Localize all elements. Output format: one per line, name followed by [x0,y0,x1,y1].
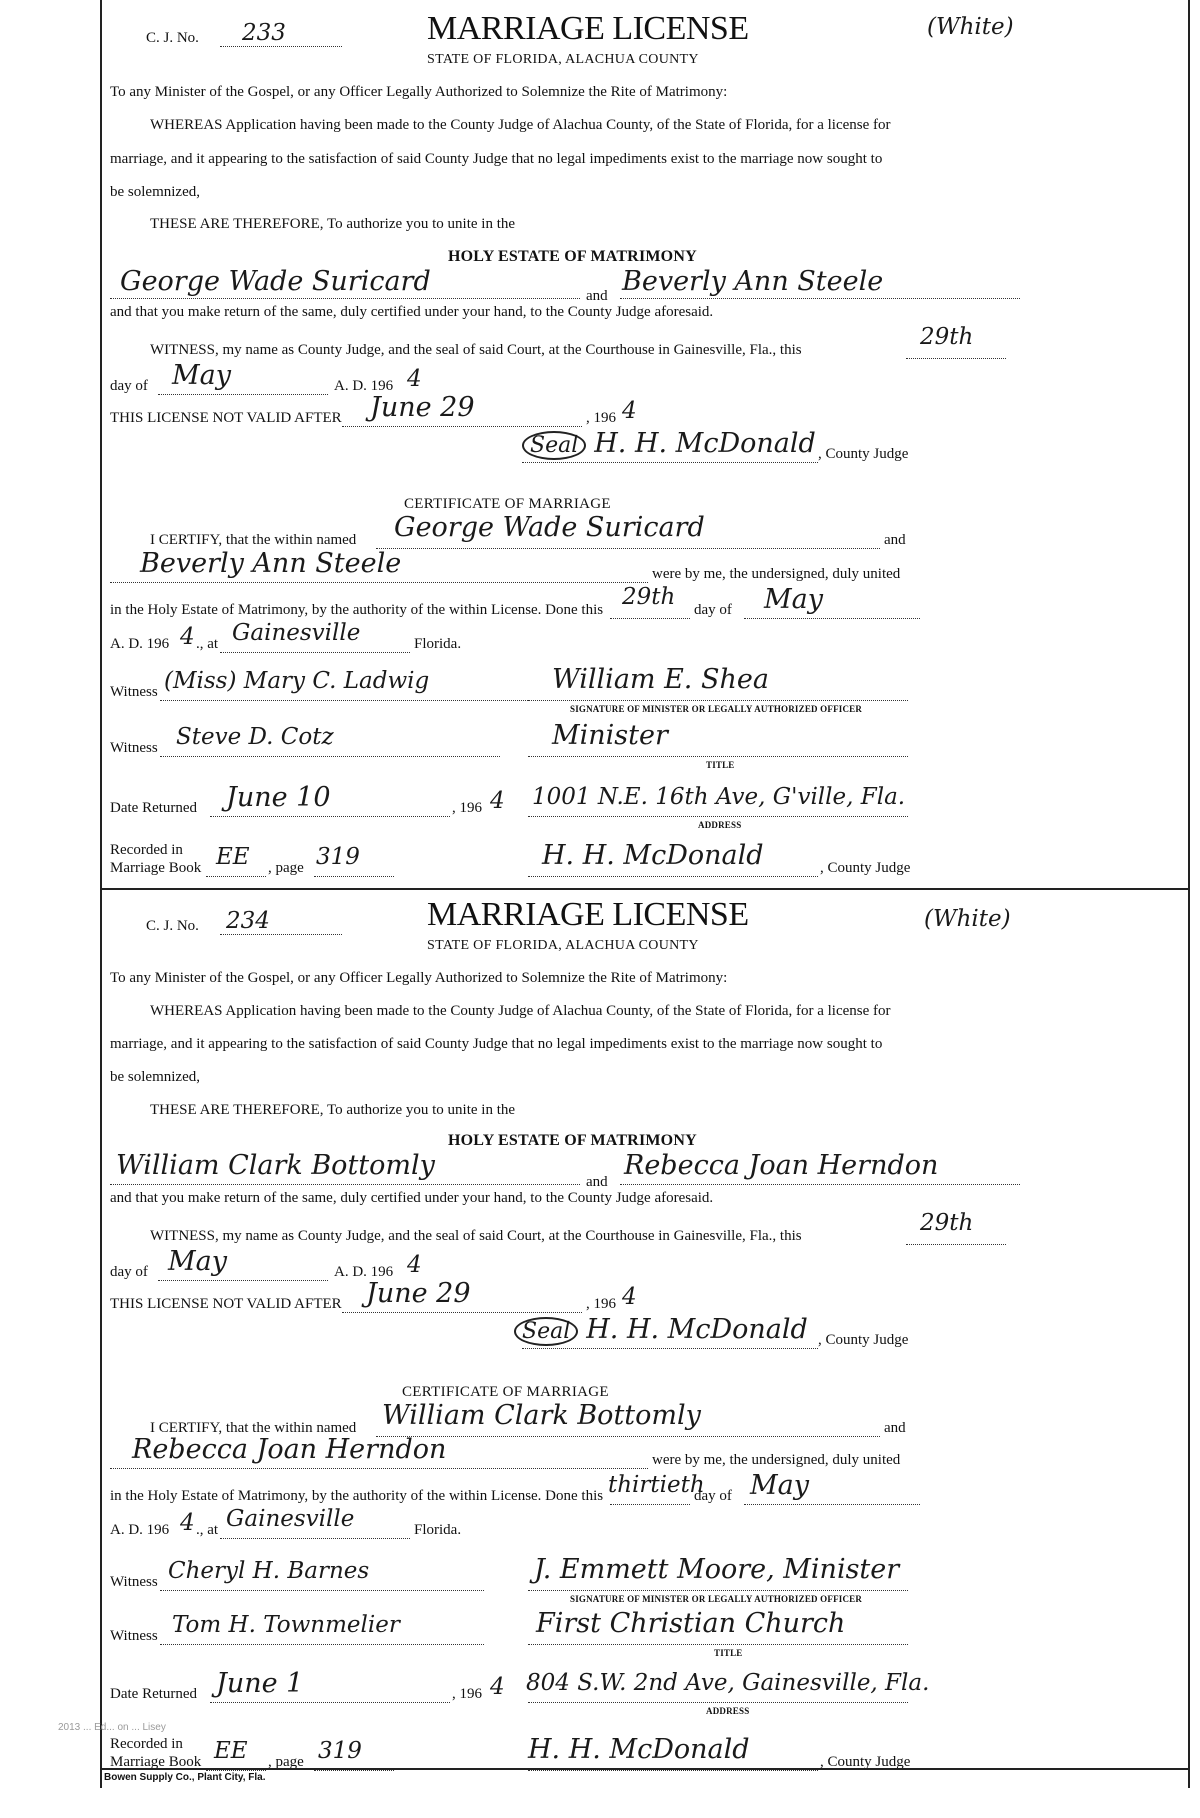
bride-name: Beverly Ann Steele [622,266,884,297]
day-of2-label: day of [694,1488,732,1504]
race-note: (White) [924,906,1011,932]
returned-year: 4 [490,788,505,814]
cert-and-label: and [884,532,906,548]
printer-credit: Bowen Supply Co., Plant City, Fla. [104,1772,266,1783]
license-233 [102,0,1188,890]
watermark: 2013 ... Ed... on ... Lisey [58,1722,166,1733]
ad-at-label: A. D. 196 [110,1522,170,1538]
holy-estate-heading: HOLY ESTATE OF MATRIMONY [448,248,697,265]
groom-name: George Wade Suricard [120,266,431,297]
recorded-county-judge-label: , County Judge [820,860,911,876]
holy-estate-line: in the Holy Estate of Matrimony, by the authority of the within License. Done this [110,602,604,618]
certificate-heading: CERTIFICATE OF MARRIAGE [402,1384,609,1400]
book: EE [214,1738,248,1764]
sig-label: SIGNATURE OF MINISTER OR LEGALLY AUTHORIZED OFFICER [570,1594,863,1604]
date-returned-label: Date Returned [110,1686,198,1702]
return-line: and that you make return of the same, duly certified under your hand, to the County Judge aforesaid. [110,1190,714,1206]
state-county: STATE OF FLORIDA, ALACHUA COUNTY [427,52,699,67]
place: Gainesville [226,1506,355,1532]
county-judge-label: , County Judge [818,446,909,462]
returned-year-prefix: , 196 [452,1686,482,1702]
judge-sig-text: H. H. McDonald [594,428,816,459]
valid-until: June 29 [370,392,475,423]
day-of-label: day of [110,378,148,394]
cert-bride: Rebecca Joan Herndon [132,1434,447,1465]
bride-name: Rebecca Joan Herndon [624,1150,939,1181]
date-returned: June 1 [216,1668,304,1699]
book-page: 319 [316,844,360,870]
at-label: ., at [196,636,219,652]
seal-mark: Seal [522,431,586,460]
license-day: 29th [920,1210,974,1236]
witness1-label: Witness [110,684,158,700]
cert-groom: George Wade Suricard [394,512,705,543]
were-by-me-label: were by me, the undersigned, duly united [652,566,901,582]
page-label: , page [268,860,304,876]
address-label: ADDRESS [706,1706,750,1716]
document-sheet [100,0,1190,1788]
whereas-line-1: WHEREAS Application having been made to the County Judge of Alachua County, of the State of Florida, for a license for [150,117,891,133]
cert-and-label: and [884,1420,906,1436]
place: Gainesville [232,620,361,646]
done-day: thirtieth [608,1472,705,1498]
and-label: and [586,1174,608,1190]
witness1: Cheryl H. Barnes [168,1558,370,1584]
whereas-line-3: be solemnized, [110,184,200,200]
recorded-in-label: Recorded in [110,1736,183,1752]
returned-year: 4 [490,1674,505,1700]
seal-mark: Seal [514,1317,578,1346]
title-label: TITLE [706,760,735,770]
witness-judge-line: WITNESS, my name as County Judge, and the seal of said Court, at the Courthouse in Gainesville, Fla., this [150,342,802,358]
valid-year: 4 [622,398,637,424]
judge-signature [514,1314,808,1346]
witness2-label: Witness [110,740,158,756]
done-month: May [750,1470,809,1501]
recorded-in-label: Recorded in [110,842,183,858]
cj-no-label: C. J. No. [146,918,199,934]
state-county: STATE OF FLORIDA, ALACHUA COUNTY [427,938,699,953]
minister-address: 804 S.W. 2nd Ave, Gainesville, Fla. [526,1670,930,1696]
not-valid-label: THIS LICENSE NOT VALID AFTER [110,410,342,426]
cert-bride: Beverly Ann Steele [140,548,402,579]
whereas-line-2: marriage, and it appearing to the satisfaction of said County Judge that no legal impediments exist to the marriage now sought to [110,1036,883,1052]
license-day: 29th [920,324,974,350]
therefore-line: THESE ARE THEREFORE, To authorize you to unite in the [150,216,516,232]
ad-label: A. D. 196 [334,1264,394,1280]
address-line: To any Minister of the Gospel, or any Officer Legally Authorized to Solemnize the Rite of Matrimony: [110,84,728,100]
license-month: May [172,360,231,391]
groom-name: William Clark Bottomly [116,1150,435,1181]
license-year: 4 [407,366,422,392]
license-234 [102,888,1188,1778]
certificate-heading: CERTIFICATE OF MARRIAGE [404,496,611,512]
valid-year-prefix: , 196 [586,1296,616,1312]
i-certify-label: I CERTIFY, that the within named [150,1420,357,1436]
done-year: 4 [180,624,195,650]
recorded-judge: H. H. McDonald [528,1734,750,1765]
minister-signature: J. Emmett Moore, Minister [534,1554,900,1585]
minister-title: Minister [552,720,668,751]
and-label: and [586,288,608,304]
county-judge-label: , County Judge [818,1332,909,1348]
returned-year-prefix: , 196 [452,800,482,816]
cj-no-label: C. J. No. [146,30,199,46]
title-label: TITLE [714,1648,743,1658]
race-note: (White) [927,14,1014,40]
witness2: Steve D. Cotz [176,724,334,750]
day-of2-label: day of [694,602,732,618]
witness-judge-line: WITNESS, my name as County Judge, and the seal of said Court, at the Courthouse in Gainesville, Fla., this [150,1228,802,1244]
done-day: 29th [622,584,676,610]
done-month: May [764,584,823,615]
license-month: May [168,1246,227,1277]
recorded-county-judge-label: , County Judge [820,1754,911,1770]
whereas-line-3: be solemnized, [110,1069,200,1085]
cj-no-value: 234 [226,908,270,934]
judge-signature [522,428,816,460]
valid-until: June 29 [366,1278,471,1309]
judge-sig-text: H. H. McDonald [586,1314,808,1345]
date-returned: June 10 [226,782,331,813]
minister-title: First Christian Church [536,1608,846,1639]
whereas-line-1: WHEREAS Application having been made to the County Judge of Alachua County, of the State of Florida, for a license for [150,1003,891,1019]
license-title: MARRIAGE LICENSE [427,896,749,933]
bottom-rule [102,1768,1188,1770]
address-line: To any Minister of the Gospel, or any Officer Legally Authorized to Solemnize the Rite of Matrimony: [110,970,728,986]
recorded-judge: H. H. McDonald [542,840,764,871]
page-label: , page [268,1754,304,1770]
witness1-label: Witness [110,1574,158,1590]
minister-signature: William E. Shea [552,664,769,695]
minister-address: 1001 N.E. 16th Ave, G'ville, Fla. [532,784,906,810]
book: EE [216,844,250,870]
i-certify-label: I CERTIFY, that the within named [150,532,357,548]
witness1: (Miss) Mary C. Ladwig [164,668,430,694]
date-returned-label: Date Returned [110,800,198,816]
valid-year-prefix: , 196 [586,410,616,426]
holy-estate-line: in the Holy Estate of Matrimony, by the authority of the within License. Done this [110,1488,604,1504]
license-title: MARRIAGE LICENSE [427,10,749,47]
not-valid-label: THIS LICENSE NOT VALID AFTER [110,1296,342,1312]
witness2: Tom H. Townmelier [172,1612,400,1638]
valid-year: 4 [622,1284,637,1310]
ad-label: A. D. 196 [334,378,394,394]
sig-label: SIGNATURE OF MINISTER OR LEGALLY AUTHORIZED OFFICER [570,704,863,714]
done-year: 4 [180,1510,195,1536]
license-year: 4 [407,1252,422,1278]
were-by-me-label: were by me, the undersigned, duly united [652,1452,901,1468]
marriage-book-label: Marriage Book [110,1754,202,1770]
at-label: ., at [196,1522,219,1538]
cj-no-value: 233 [242,20,286,46]
ad-at-label: A. D. 196 [110,636,170,652]
florida-label: Florida. [414,1522,462,1538]
cert-groom: William Clark Bottomly [382,1400,701,1431]
holy-estate-heading: HOLY ESTATE OF MATRIMONY [448,1132,697,1149]
return-line: and that you make return of the same, duly certified under your hand, to the County Judge aforesaid. [110,304,714,320]
therefore-line: THESE ARE THEREFORE, To authorize you to unite in the [150,1102,516,1118]
marriage-book-label: Marriage Book [110,860,202,876]
florida-label: Florida. [414,636,462,652]
day-of-label: day of [110,1264,148,1280]
address-label: ADDRESS [698,820,742,830]
witness2-label: Witness [110,1628,158,1644]
book-page: 319 [318,1738,362,1764]
whereas-line-2: marriage, and it appearing to the satisfaction of said County Judge that no legal impediments exist to the marriage now sought to [110,151,883,167]
